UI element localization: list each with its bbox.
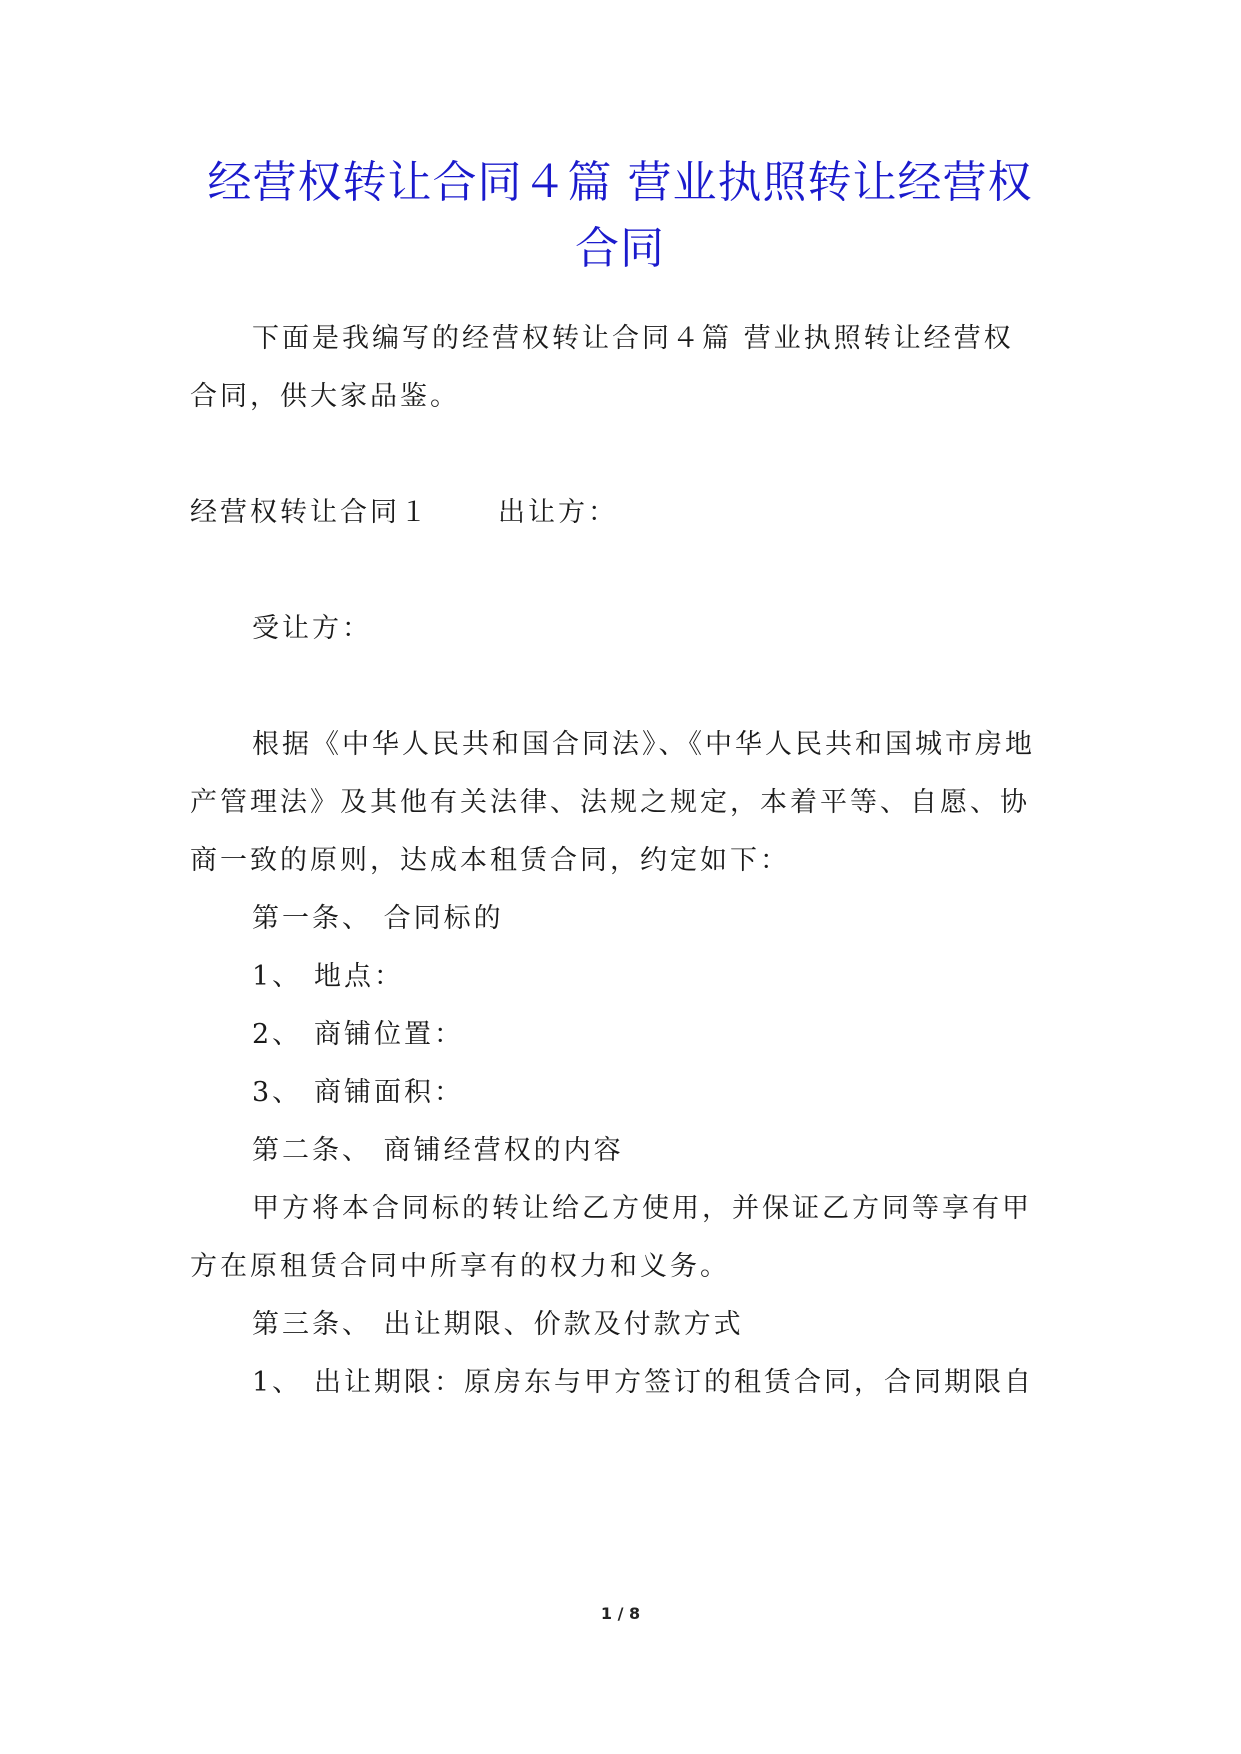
article-1-heading: 第一条、 合同标的 (252, 903, 504, 934)
transferor-label: 出让方： (498, 497, 618, 528)
article-2-heading: 第二条、 商铺经营权的内容 (252, 1135, 624, 1166)
item-text: 出让期限：原房东与甲方签订的租赁合同，合同期限自 (314, 1367, 1034, 1398)
item-number: 2、 (252, 1019, 303, 1050)
page-indicator: 1 / 8 (600, 1604, 641, 1623)
document-title (170, 150, 1070, 282)
list-item (252, 961, 404, 993)
section-heading-row (190, 497, 618, 529)
preamble-line-1: 根据《中华人民共和国合同法》、《中华人民共和国城市房地 (252, 729, 1035, 760)
transferee-label: 受让方： (252, 613, 372, 644)
title-line-1: 经营权转让合同４篇 营业执照转让经营权 (207, 157, 1033, 208)
article-2-body-line-2: 方在原租赁合同中所享有的权力和义务。 (190, 1251, 730, 1282)
section-heading: 经营权转让合同１ (190, 497, 430, 528)
intro-line-2: 合同，供大家品鉴。 (190, 381, 460, 412)
preamble-line-3: 商一致的原则，达成本租赁合同，约定如下： (190, 845, 790, 876)
item-text: 地点： (314, 961, 404, 992)
article-3-heading: 第三条、 出让期限、价款及付款方式 (252, 1309, 744, 1340)
list-item (252, 1367, 1034, 1399)
item-text: 商铺面积： (314, 1077, 464, 1108)
preamble-line-2: 产管理法》及其他有关法律、法规之规定，本着平等、自愿、协 (190, 787, 1030, 818)
intro-line-1: 下面是我编写的经营权转让合同４篇 营业执照转让经营权 (252, 323, 1014, 354)
item-number: 1、 (252, 961, 303, 992)
item-number: 3、 (252, 1077, 303, 1108)
list-item (252, 1077, 464, 1109)
item-number: 1、 (252, 1367, 303, 1398)
article-2-body-line-1: 甲方将本合同标的转让给乙方使用，并保证乙方同等享有甲 (252, 1193, 1032, 1224)
title-line-2: 合同 (575, 223, 665, 274)
list-item (252, 1019, 464, 1051)
item-text: 商铺位置： (314, 1019, 464, 1050)
